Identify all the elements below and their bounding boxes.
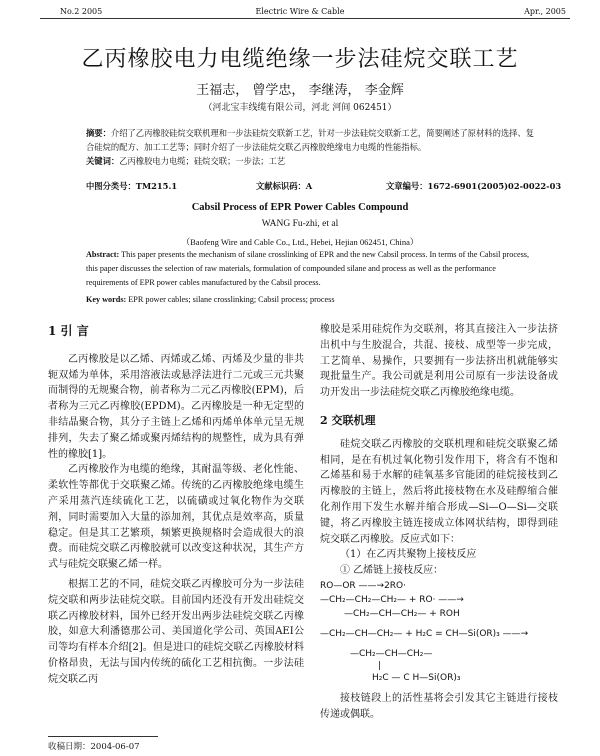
equation-5: —CH₂—CH—CH₂— (350, 648, 433, 659)
section-1-paragraph-3: 根据工艺的不同，硅烷交联乙丙橡胶可分为一步法硅烷交联和两步法硅烷交联。目前国内还没有开发出硅烷交联乙丙橡胶材料，国外已经开发出两步法硅烷交联乙丙橡胶，如意大利潘德那公司、美国道化学公司、英国AEI公司等均有样本介绍[2]。但是进口的硅烷交联乙丙橡胶材料价格昂贵，无法与国内传统的硫化工艺相抗衡。一步法硅烷交联乙丙 (48, 578, 304, 685)
section-1-heading: 1 引 言 (48, 324, 89, 338)
keywords-en-label: Key words: (86, 295, 127, 304)
affiliation-en: （Baofeng Wire and Cable Co., Ltd., Hebei, Hejian 062451, China） (181, 237, 419, 247)
paper-title-en: Cabsil Process of EPR Power Cables Compound (191, 202, 409, 213)
paper-title-cn: 乙丙橡胶电力电缆绝缘一步法硅烷交联工艺 (81, 47, 519, 72)
header-journal: Electric Wire & Cable (255, 7, 345, 16)
abstract-cn-label: 摘要： (86, 128, 111, 138)
footnote-rule (48, 736, 158, 737)
equation-2: —CH₂—CH₂—CH₂— + RO· ——→ (320, 594, 464, 605)
section-2-heading: 2 交联机理 (320, 413, 376, 427)
section-2-last-paragraph: 接枝链段上的活性基将会引发其它主链进行接枝传递或偶联。 (320, 692, 558, 720)
header-rule (40, 18, 570, 19)
authors-cn: 王福志， 曾学忠， 李继涛， 李金辉 (196, 83, 404, 98)
clc-number: 中图分类号：TM215.1 (86, 181, 178, 191)
affiliation-cn: （河北宝丰线缆有限公司，河北 河间 062451） (203, 103, 397, 113)
keywords-cn-text: 乙丙橡胶电力电缆；硅烷交联；一步法；工艺 (119, 156, 286, 166)
header-issue: No.2 2005 (60, 7, 103, 16)
abstract-cn-text: 介绍了乙丙橡胶硅烷交联机理和一步法硅烷交联新工艺，针对一步法硅烷交联新工艺，简要阐述了原材料的选择、复合硅烷的配方、加工工艺等；同时介绍了一步法硅烷交联乙丙橡胶绝缘电力电缆的性能指标。 (86, 128, 535, 152)
equation-3: —CH₂—CH—CH₂— + ROH (344, 608, 460, 619)
keywords-en-text: EPR power cables; silane crosslinking; Cabsil process; process (128, 295, 335, 304)
reaction-step-1: （1）在乙丙共聚物上接枝反应 (340, 549, 477, 561)
section-1-paragraph-2: 乙丙橡胶作为电缆的绝缘，其耐温等级、老化性能、柔软性等都优于交联聚乙烯。传统的乙丙橡胶绝缘电缆生产采用蒸汽连续硫化工艺，以硫磺或过氧化物作为交联剂，同时需要加入大量的添加剂，其优点是效率高，质量稳定。但是其工艺繁琐，频繁更换规格时会造成很大的浪费。而硅烷交联乙丙橡胶就可以改变这种状况，其生产方式与硅烷交联聚乙烯一样。 (48, 464, 304, 571)
doc-code: 文献标识码：A (256, 181, 313, 191)
keywords-cn-label: 关键词： (86, 156, 120, 166)
keywords-en (86, 295, 540, 304)
abstract-en-text: This paper presents the mechanism of silane crosslinking of EPR and the new Cabsil process. In terms of the Cabsil process, this paper discusses the selection of raw materials, formulation of compounded silane and process as well as the performance requirements of EPR power cables manufactured by the Cabsil process. (86, 250, 530, 287)
section-1-continuation: 橡胶是采用硅烷作为交联剂，将其直接注入一步法挤出机中与生胶混合，共混、接枝、成型等一步完成，工艺简单、易操作，只要拥有一步法挤出机就能够实现批量生产。我公司就是利用公司原有一步法设备成功开发出一步法硅烷交联乙丙橡胶绝缘电缆。 (320, 324, 558, 399)
abstract-cn (86, 126, 538, 168)
section-2-paragraph-1: 硅烷交联乙丙橡胶的交联机理和硅烷交联聚乙烯相同，是在有机过氧化物引发作用下，将含有不饱和乙烯基和易于水解的硅氧基多官能团的硅烷接枝到乙丙橡胶的主链上，然后将此接枝物在水及硅醇缩合催化剂作用下发生水解并缩合形成—Si—O—Si—交联键，将乙丙橡胶主链连接成立体网状结构，即得到硅烷交联乙丙橡胶。反应式如下： (320, 438, 558, 545)
equation-4: —CH₂—CH—CH₂— + H₂C = CH—Si(OR)₃ ——→ (320, 628, 529, 639)
article-number: 文章编号：1672-6901(2005)02-0022-03 (386, 181, 562, 191)
abstract-en (86, 248, 540, 290)
bond-line: | (378, 660, 382, 671)
author-en: WANG Fu-zhi, et al (261, 219, 339, 229)
equation-1: RO—OR ——→2RO· (320, 580, 407, 591)
left-column (48, 322, 304, 688)
equation-6: H₂C — C H—Si(OR)₃ (372, 672, 461, 683)
header-date: Apr., 2005 (524, 7, 566, 16)
received-date: 收稿日期：2004-06-07 (48, 742, 140, 752)
reaction-step-1a: ① 乙烯链上接枝反应： (340, 565, 444, 577)
section-1-paragraph-1: 乙丙橡胶是以乙烯、丙烯或乙烯、丙烯及少量的非共轭双烯为单体，采用溶液法或悬浮法进行二元或三元共聚而制得的无规聚合物，前者称为二元乙丙橡胶(EPM)，后者称为三元乙丙橡胶(EPDM)。乙丙橡胶是一种无定型的非结晶聚合物，其分子主链上乙烯和丙烯单体单元呈无规排列，失去了聚乙烯或聚丙烯结构的规整性，成为具有弹性的橡胶[1]。 (48, 353, 304, 460)
running-header (0, 0, 600, 20)
right-column (320, 322, 558, 723)
abstract-en-label: Abstract: (86, 250, 120, 259)
